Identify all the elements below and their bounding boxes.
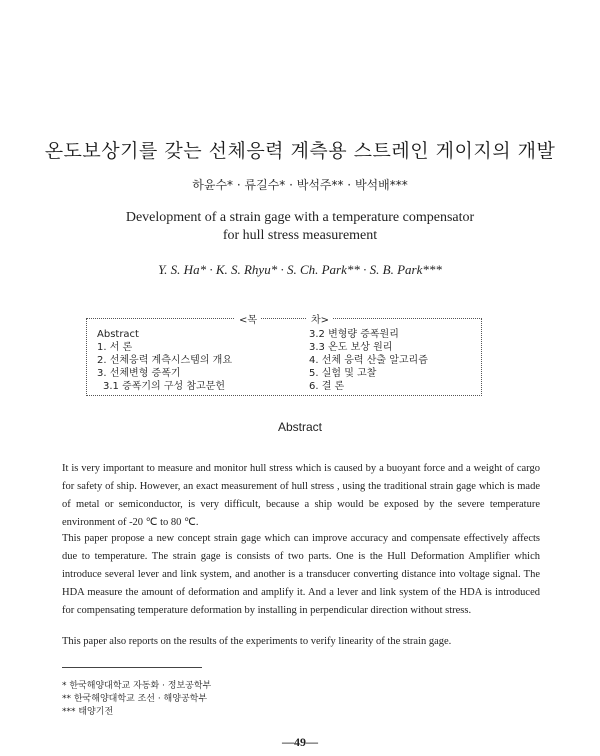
- toc-item: 1. 서 론: [97, 342, 133, 353]
- footnote-divider: [62, 667, 202, 668]
- toc-title-right: 차>: [307, 315, 333, 326]
- toc-left-column: [97, 328, 232, 393]
- toc-item: 3.3 온도 보상 원리: [309, 342, 393, 353]
- toc-item: 3. 선체변형 증폭기: [97, 368, 181, 379]
- abstract-paragraph: This paper propose a new concept strain gage which can improve accuracy and compensate effectively affects due to temperature. The strain gage is consists of two parts. One is the Hull Deformation Amplifier which introduce several lever and link system, and another is a transducer converting distance into voltage signal. The HDA measure the amount of deformation and amplify it. And a lever and link system of the HDA is introduced for compensating temperature deformation by installing in perpendicular direction without stress.: [62, 533, 540, 616]
- table-of-contents: [86, 315, 482, 396]
- abstract-paragraph: It is very important to measure and monitor hull stress which is caused by a buoyant force and a weight of cargo for safety of ship. However, an exact measurement of hull stress , using the traditional strain gage which is made of metal or semiconductor, is very difficult, because a ship would be exposed by the severe temperature environment of -20 ℃ to 80 ℃.: [62, 463, 540, 528]
- footnote: *** 태양기전: [62, 707, 114, 717]
- toc-title: [87, 311, 481, 326]
- toc-item: 5. 실험 및 고찰: [309, 368, 377, 379]
- abstract-heading: Abstract: [277, 420, 322, 434]
- abstract-paragraph: This paper also reports on the results of the experiments to verify linearity of the strain gage.: [62, 636, 452, 647]
- toc-item: 4. 선체 응력 산출 알고리즘: [309, 355, 428, 366]
- toc-item: 3.2 변형량 증폭원리: [309, 329, 399, 340]
- authors-korean: 하윤수* · 류길수* · 박석주** · 박석배***: [192, 178, 408, 192]
- footnote: * 한국해양대학교 자동화 · 정보공학부: [62, 681, 212, 691]
- toc-item: 3.1 증폭기의 구성 참고문헌: [103, 381, 226, 392]
- authors-english: Y. S. Ha* · K. S. Rhyu* · S. Ch. Park** · S. B. Park***: [158, 262, 442, 277]
- toc-title-left: <목: [235, 315, 261, 326]
- footnote: ** 한국해양대학교 조선 · 해양공학부: [62, 694, 208, 704]
- toc-right-column: [309, 328, 428, 393]
- paper-title-korean: 온도보상기를 갖는 선체응력 계측용 스트레인 게이지의 개발: [44, 140, 556, 162]
- toc-item: 2. 선체응력 계측시스템의 개요: [97, 355, 232, 366]
- paper-title-english-line1: Development of a strain gage with a temperature compensator: [125, 210, 475, 225]
- toc-item: 6. 결 론: [309, 381, 345, 392]
- toc-item: Abstract: [97, 329, 139, 340]
- paper-title-english-line2: for hull stress measurement: [222, 228, 378, 243]
- page-number: —49—: [282, 735, 318, 749]
